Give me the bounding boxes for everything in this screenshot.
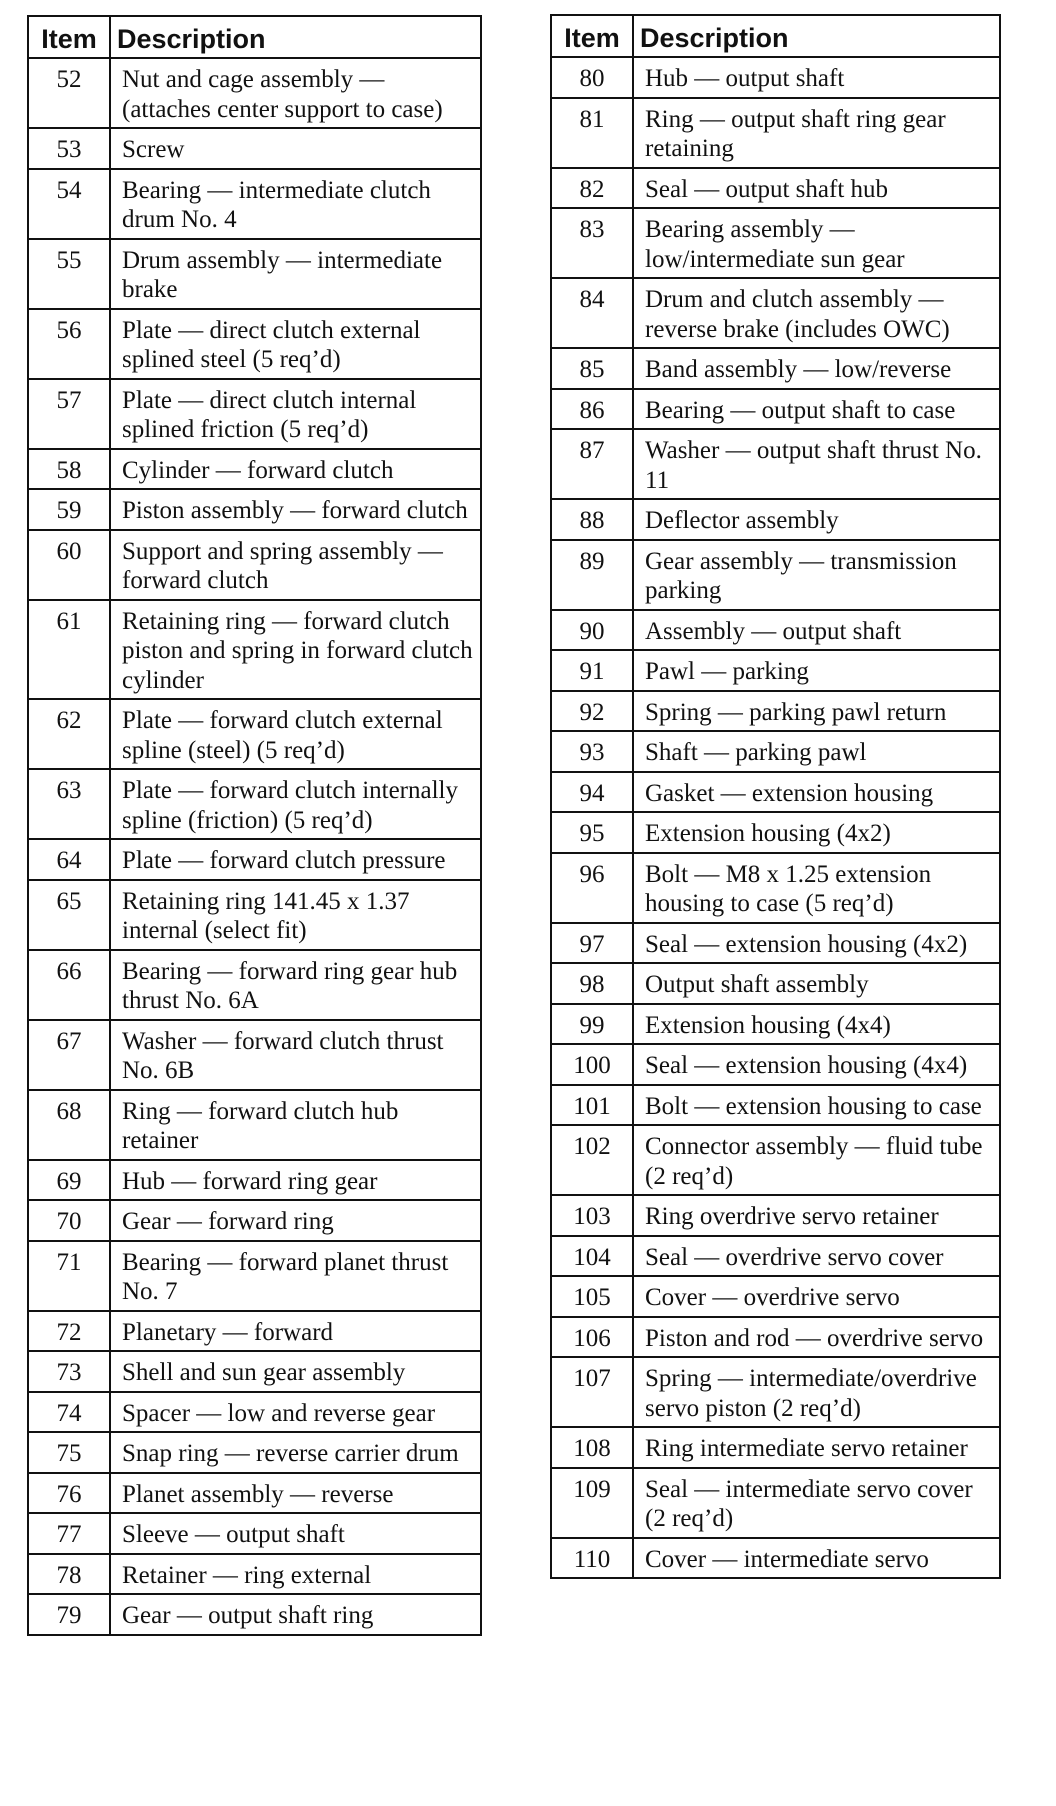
item-description: Hub — output shaft <box>633 57 1000 98</box>
item-description: Seal — overdrive servo cover <box>633 1236 1000 1277</box>
item-description: Ring overdrive servo retainer <box>633 1195 1000 1236</box>
item-description: Seal — intermediate servo cover (2 req’d) <box>633 1468 1000 1538</box>
table-row <box>28 1432 481 1473</box>
item-number: 102 <box>551 1125 633 1195</box>
table-body <box>28 58 481 1635</box>
item-number: 74 <box>28 1392 110 1433</box>
item-description: Extension housing (4x2) <box>633 812 1000 853</box>
item-number: 52 <box>28 58 110 128</box>
table-row <box>551 853 1000 923</box>
item-number: 75 <box>28 1432 110 1473</box>
item-description: Ring — output shaft ring gear retaining <box>633 98 1000 168</box>
item-description: Connector assembly — fluid tube (2 req’d) <box>633 1125 1000 1195</box>
item-number: 57 <box>28 379 110 449</box>
item-description: Plate — forward clutch external spline (steel) (5 req’d) <box>110 699 481 769</box>
item-description: Drum and clutch assembly — reverse brake (includes OWC) <box>633 278 1000 348</box>
table-row <box>28 1311 481 1352</box>
item-description: Cylinder — forward clutch <box>110 449 481 490</box>
item-number: 73 <box>28 1351 110 1392</box>
table-row <box>551 208 1000 278</box>
item-number: 64 <box>28 839 110 880</box>
item-number: 90 <box>551 610 633 651</box>
item-number: 105 <box>551 1276 633 1317</box>
table-row <box>551 1357 1000 1427</box>
table-row <box>551 540 1000 610</box>
item-description: Band assembly — low/reverse <box>633 348 1000 389</box>
table-row <box>551 610 1000 651</box>
table-row <box>28 530 481 600</box>
item-number: 82 <box>551 168 633 209</box>
table-row <box>28 489 481 530</box>
item-number: 110 <box>551 1538 633 1579</box>
item-number: 95 <box>551 812 633 853</box>
item-number: 100 <box>551 1044 633 1085</box>
item-description: Deflector assembly <box>633 499 1000 540</box>
table-row <box>551 348 1000 389</box>
item-number: 65 <box>28 880 110 950</box>
item-number: 88 <box>551 499 633 540</box>
table-row <box>28 600 481 700</box>
table-row <box>28 128 481 169</box>
item-number: 81 <box>551 98 633 168</box>
item-number: 94 <box>551 772 633 813</box>
item-column-header: Item <box>28 16 110 58</box>
item-number: 106 <box>551 1317 633 1358</box>
item-description: Bolt — M8 x 1.25 extension housing to case (5 req’d) <box>633 853 1000 923</box>
table-row <box>551 98 1000 168</box>
item-number: 61 <box>28 600 110 700</box>
parts-table-left <box>27 15 482 1636</box>
table-row <box>551 963 1000 1004</box>
table-row <box>28 239 481 309</box>
item-number: 77 <box>28 1513 110 1554</box>
table-row <box>28 1392 481 1433</box>
table-row <box>28 839 481 880</box>
table-row <box>551 278 1000 348</box>
item-description: Shaft — parking pawl <box>633 731 1000 772</box>
item-number: 71 <box>28 1241 110 1311</box>
table-row <box>551 1427 1000 1468</box>
item-number: 86 <box>551 389 633 430</box>
item-number: 63 <box>28 769 110 839</box>
item-description: Retaining ring — forward clutch piston and spring in forward clutch cylinder <box>110 600 481 700</box>
item-description: Sleeve — output shaft <box>110 1513 481 1554</box>
item-number: 76 <box>28 1473 110 1514</box>
item-description: Drum assembly — intermediate brake <box>110 239 481 309</box>
item-description: Planetary — forward <box>110 1311 481 1352</box>
item-number: 80 <box>551 57 633 98</box>
item-number: 62 <box>28 699 110 769</box>
table-row <box>28 1200 481 1241</box>
item-column-header: Item <box>551 15 633 57</box>
table-row <box>551 691 1000 732</box>
item-number: 59 <box>28 489 110 530</box>
item-number: 91 <box>551 650 633 691</box>
table-row <box>28 1513 481 1554</box>
table-row <box>551 1085 1000 1126</box>
parts-table-right <box>550 14 1001 1579</box>
description-column-header: Description <box>110 16 481 58</box>
item-description: Plate — direct clutch external splined steel (5 req’d) <box>110 309 481 379</box>
item-description: Plate — direct clutch internal splined friction (5 req’d) <box>110 379 481 449</box>
item-number: 103 <box>551 1195 633 1236</box>
item-description: Screw <box>110 128 481 169</box>
item-description: Seal — extension housing (4x2) <box>633 923 1000 964</box>
item-description: Seal — output shaft hub <box>633 168 1000 209</box>
item-description: Ring — forward clutch hub retainer <box>110 1090 481 1160</box>
item-description: Support and spring assembly — forward clutch <box>110 530 481 600</box>
item-number: 89 <box>551 540 633 610</box>
item-number: 96 <box>551 853 633 923</box>
table-row <box>28 1160 481 1201</box>
item-number: 66 <box>28 950 110 1020</box>
item-number: 93 <box>551 731 633 772</box>
table-row <box>551 772 1000 813</box>
item-number: 101 <box>551 1085 633 1126</box>
table-row <box>28 1554 481 1595</box>
item-description: Extension housing (4x4) <box>633 1004 1000 1045</box>
table-row <box>551 1538 1000 1579</box>
item-number: 87 <box>551 429 633 499</box>
table-row <box>551 923 1000 964</box>
item-description: Bearing — forward ring gear hub thrust No. 6A <box>110 950 481 1020</box>
item-number: 108 <box>551 1427 633 1468</box>
table-row <box>28 1241 481 1311</box>
item-description: Planet assembly — reverse <box>110 1473 481 1514</box>
item-description: Piston assembly — forward clutch <box>110 489 481 530</box>
item-number: 107 <box>551 1357 633 1427</box>
item-number: 92 <box>551 691 633 732</box>
table-row <box>28 449 481 490</box>
item-description: Cover — intermediate servo <box>633 1538 1000 1579</box>
item-description: Retainer — ring external <box>110 1554 481 1595</box>
item-description: Gear assembly — transmission parking <box>633 540 1000 610</box>
item-description: Gear — output shaft ring <box>110 1594 481 1635</box>
table-row <box>28 1020 481 1090</box>
table-row <box>551 731 1000 772</box>
item-description: Bearing — intermediate clutch drum No. 4 <box>110 169 481 239</box>
item-description: Bearing — output shaft to case <box>633 389 1000 430</box>
item-description: Retaining ring 141.45 x 1.37 internal (select fit) <box>110 880 481 950</box>
item-number: 84 <box>551 278 633 348</box>
item-number: 83 <box>551 208 633 278</box>
item-description: Washer — output shaft thrust No. 11 <box>633 429 1000 499</box>
item-description: Spring — intermediate/overdrive servo piston (2 req’d) <box>633 1357 1000 1427</box>
item-description: Bolt — extension housing to case <box>633 1085 1000 1126</box>
item-description: Snap ring — reverse carrier drum <box>110 1432 481 1473</box>
table-row <box>28 1090 481 1160</box>
table-row <box>28 309 481 379</box>
table-body <box>551 57 1000 1578</box>
item-number: 97 <box>551 923 633 964</box>
item-description: Ring intermediate servo retainer <box>633 1427 1000 1468</box>
table-header-row <box>551 15 1000 57</box>
item-number: 99 <box>551 1004 633 1045</box>
table-row <box>28 950 481 1020</box>
table-row <box>28 58 481 128</box>
item-number: 72 <box>28 1311 110 1352</box>
item-description: Bearing assembly — low/intermediate sun gear <box>633 208 1000 278</box>
table-row <box>551 1044 1000 1085</box>
item-number: 60 <box>28 530 110 600</box>
description-column-header: Description <box>633 15 1000 57</box>
table-row <box>551 1317 1000 1358</box>
table-row <box>551 1125 1000 1195</box>
item-number: 109 <box>551 1468 633 1538</box>
item-number: 53 <box>28 128 110 169</box>
item-description: Shell and sun gear assembly <box>110 1351 481 1392</box>
table-row <box>28 169 481 239</box>
table-row <box>551 1236 1000 1277</box>
item-description: Hub — forward ring gear <box>110 1160 481 1201</box>
table-row <box>28 769 481 839</box>
table-row <box>28 1473 481 1514</box>
table-row <box>551 57 1000 98</box>
table-row <box>551 429 1000 499</box>
table-row <box>551 650 1000 691</box>
item-number: 67 <box>28 1020 110 1090</box>
table-row <box>551 812 1000 853</box>
item-number: 85 <box>551 348 633 389</box>
table-row <box>28 379 481 449</box>
table-row <box>28 880 481 950</box>
item-number: 58 <box>28 449 110 490</box>
item-description: Spacer — low and reverse gear <box>110 1392 481 1433</box>
item-number: 78 <box>28 1554 110 1595</box>
table-row <box>551 168 1000 209</box>
item-description: Washer — forward clutch thrust No. 6B <box>110 1020 481 1090</box>
item-description: Cover — overdrive servo <box>633 1276 1000 1317</box>
item-description: Pawl — parking <box>633 650 1000 691</box>
item-description: Piston and rod — overdrive servo <box>633 1317 1000 1358</box>
item-number: 70 <box>28 1200 110 1241</box>
table-row <box>28 1351 481 1392</box>
item-number: 98 <box>551 963 633 1004</box>
item-description: Output shaft assembly <box>633 963 1000 1004</box>
item-description: Seal — extension housing (4x4) <box>633 1044 1000 1085</box>
item-number: 79 <box>28 1594 110 1635</box>
item-number: 69 <box>28 1160 110 1201</box>
item-description: Gasket — extension housing <box>633 772 1000 813</box>
item-number: 68 <box>28 1090 110 1160</box>
item-description: Plate — forward clutch pressure <box>110 839 481 880</box>
table-row <box>551 1468 1000 1538</box>
item-number: 54 <box>28 169 110 239</box>
table-header-row <box>28 16 481 58</box>
table-row <box>551 1004 1000 1045</box>
item-number: 55 <box>28 239 110 309</box>
table-row <box>28 1594 481 1635</box>
item-description: Assembly — output shaft <box>633 610 1000 651</box>
item-number: 56 <box>28 309 110 379</box>
item-description: Spring — parking pawl return <box>633 691 1000 732</box>
item-number: 104 <box>551 1236 633 1277</box>
item-description: Gear — forward ring <box>110 1200 481 1241</box>
item-description: Bearing — forward planet thrust No. 7 <box>110 1241 481 1311</box>
item-description: Plate — forward clutch internally spline (friction) (5 req’d) <box>110 769 481 839</box>
table-row <box>551 499 1000 540</box>
table-row <box>551 1195 1000 1236</box>
item-description: Nut and cage assembly — (attaches center support to case) <box>110 58 481 128</box>
table-row <box>28 699 481 769</box>
table-row <box>551 1276 1000 1317</box>
table-row <box>551 389 1000 430</box>
